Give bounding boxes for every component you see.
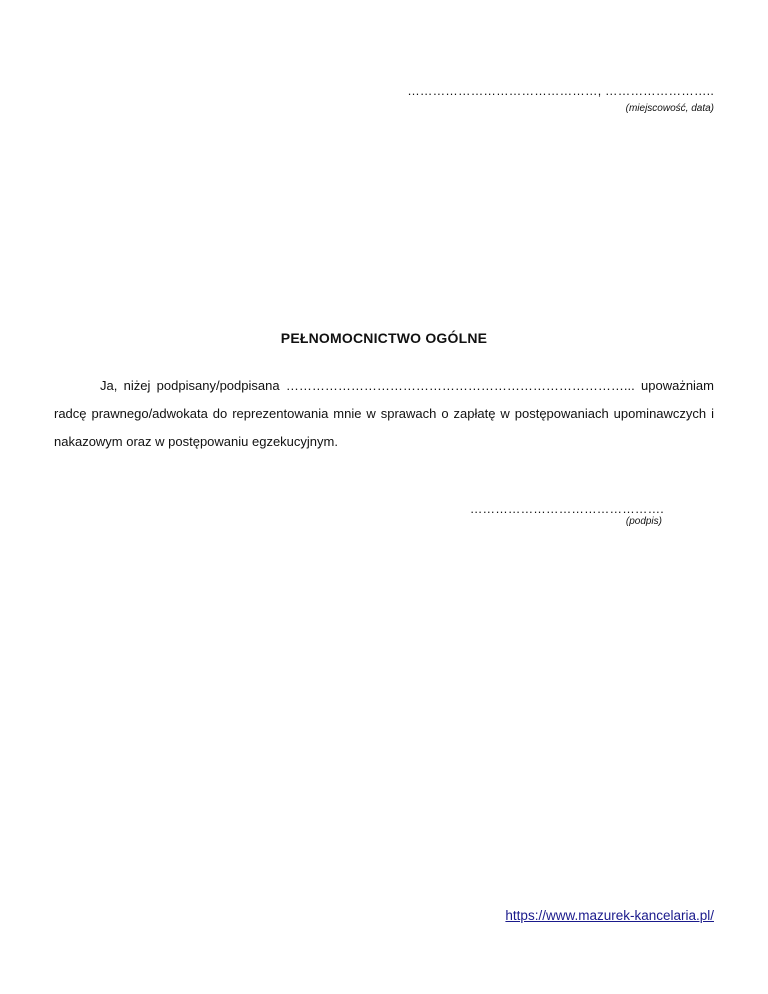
document-title: PEŁNOMOCNICTWO OGÓLNE: [280, 330, 488, 346]
authorization-paragraph: Ja, niżej podpisany/podpisana ……………………………………………………………………... upoważniam radcę prawnego/adwokata do reprezentowania mnie w sprawach o zapłatę w postępowaniach upominawczych i nakazowym oraz w postępowaniu egzekucyjnym.: [54, 378, 714, 449]
signature-caption: (podpis): [625, 516, 662, 527]
place-date-caption: (miejscowość, data): [625, 103, 714, 114]
place-date-line: ………………………………………, ……………………..: [407, 84, 714, 98]
website-link[interactable]: https://www.mazurek-kancelaria.pl/: [505, 908, 714, 923]
signature-line: ……………………………………….: [469, 502, 664, 516]
